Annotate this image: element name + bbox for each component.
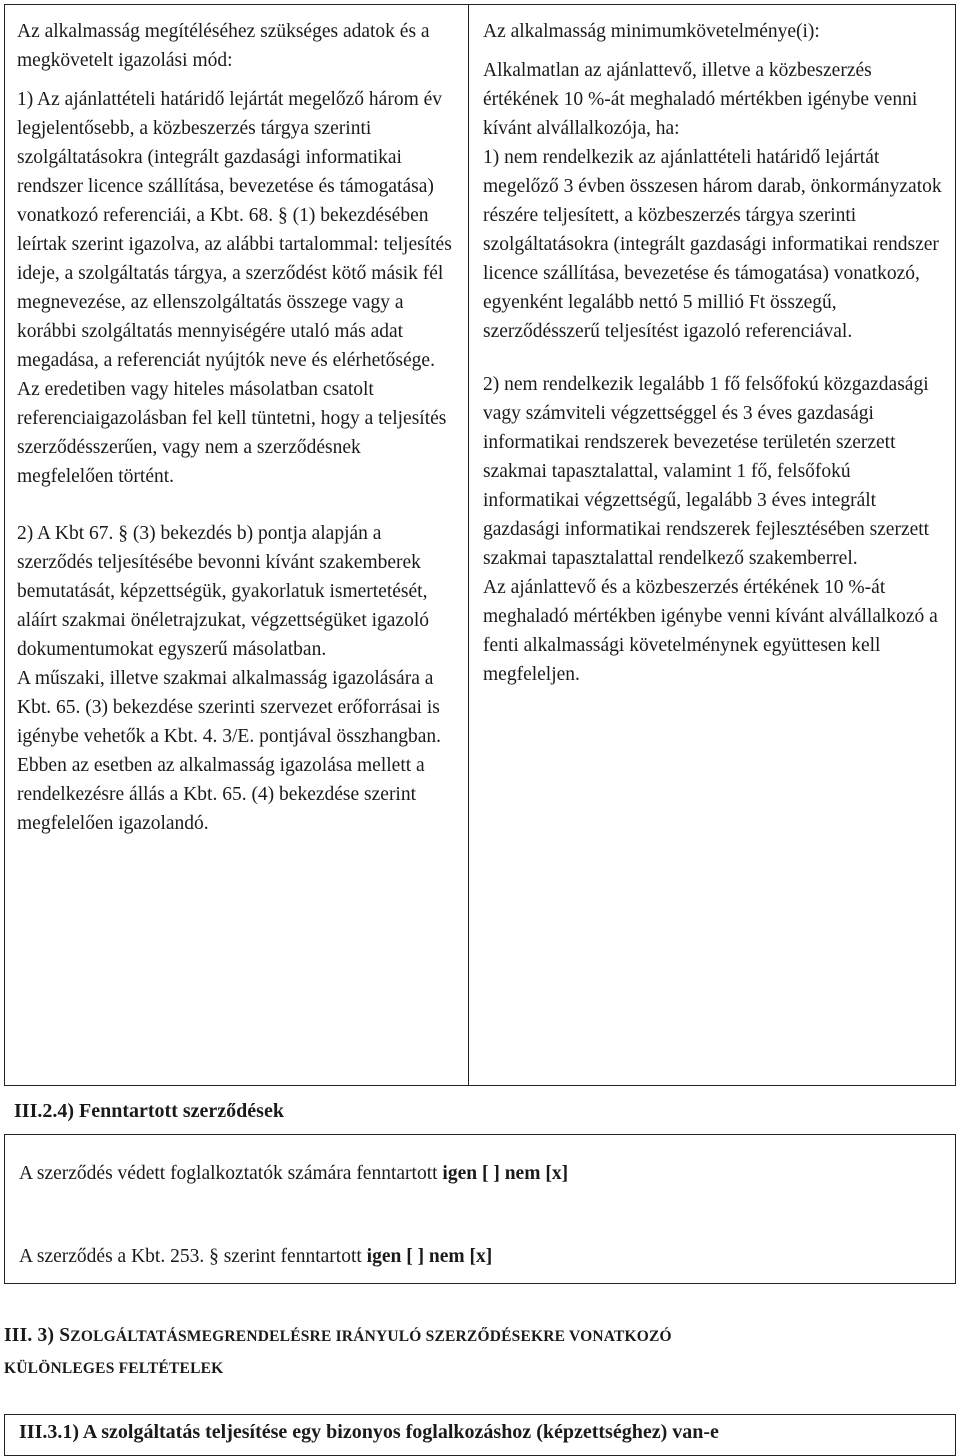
reserved-line-1: [19, 1159, 955, 1188]
reserved-line-2-text: A szerződés a Kbt. 253. § szerint fenntartott: [19, 1246, 367, 1267]
left-item-2: 2) A Kbt 67. § (3) bekezdés b) pontja alapján a szerződés teljesítésébe bevonni kívánt szakemberek bemutatását, képzettségük, gyakorlatuk ismertetését, aláírt szakmai önéletrajzukat, végzettségüket igazoló dokumentumokat egyszerű másolatban.: [17, 523, 430, 660]
reserved-contracts-box: [4, 1134, 956, 1284]
right-req-2: 2) nem rendelkezik legalább 1 fő felsőfokú közgazdasági vagy számviteli végzettséggel és 3 éves gazdasági informatikai rendszerek bevezetése területén szerzett szakmai tapasztalattal, valamint 1 fő, felsőfokú informatikai végzettségű, legalább 3 éves integrált gazdasági informatikai rendszerek fejlesztésében szerzett szakmai tapasztalattal rendelkező szakemberrel.: [483, 374, 930, 569]
section-3-title-rest: ZOLGÁLTATÁSMEGRENDELÉSRE IRÁNYULÓ SZERZŐDÉSEKRE VONATKOZÓ: [70, 1328, 672, 1345]
section-3-1-title: III.3.1) A szolgáltatás teljesítése egy bizonyos foglalkozáshoz (képzettséghez) van-e: [19, 1421, 719, 1443]
suitability-table: [4, 4, 956, 1086]
right-intro: Alkalmatlan az ajánlattevő, illetve a közbeszerzés értékének 10 %-át meghaladó mértékben igénybe venni kívánt alvállalkozója, ha:: [483, 60, 918, 139]
left-item-1: 1) Az ajánlattételi határidő lejártát megelőző három év legjelentősebb, a közbeszerzés tárgya szerinti szolgáltatásokra (integrált gazdasági informatikai rendszer licence szállítása, bevezetése és támogatása) vonatkozó referenciái, a Kbt. 68. § (1) bekezdésében leírtak szerint igazolva, az alábbi tartalommal: teljesítés ideje, a szolgáltatás tárgya, a szerződést kötő másik fél megnevezése, az ellenszolgáltatás összege vagy a korábbi szolgáltatás mennyiségére utaló más adat megadása, a referenciát nyújtók neve és elérhetősége. Az eredetiben vagy hiteles másolatban csatolt referenciaigazolásban fel kell tüntetni, hogy a teljesítés szerződésszerűen, vagy nem a szerződésnek megfelelően történt.: [17, 89, 452, 487]
section-3-title-cap: S: [59, 1325, 71, 1346]
right-heading: Az alkalmasság minimumkövetelménye(i):: [483, 21, 820, 42]
reserved-line-1-text: A szerződés védett foglalkoztatók számára fenntartott: [19, 1163, 443, 1184]
reserved-line-2: [19, 1242, 955, 1271]
left-item-3: A műszaki, illetve szakmai alkalmasság igazolására a Kbt. 65. (3) bekezdése szerinti szervezet erőforrásai is igénybe vehetők a Kbt. 4. 3/E. pontjával összhangban. Ebben az esetben az alkalmasság igazolása mellett a rendelkezésre állás a Kbt. 65. (4) bekezdése szerint megfelelően igazolandó.: [17, 668, 442, 834]
left-heading: Az alkalmasság megítéléséhez szükséges adatok és a megkövetelt igazolási mód:: [17, 21, 430, 71]
reserved-contracts-title: III.2.4) Fenntartott szerződések: [14, 1100, 284, 1122]
section-3-title-line-2: KÜLÖNLEGES FELTÉTELEK: [4, 1360, 224, 1377]
reserved-line-2-choice: igen [ ] nem [x]: [366, 1246, 493, 1267]
section-3-1-box: [4, 1414, 956, 1456]
section-3-title-line-1: [4, 1320, 672, 1353]
right-req-1: 1) nem rendelkezik az ajánlattételi határidő lejártát megelőző 3 évben összesen három darab, önkormányzatok részére teljesített, a közbeszerzés tárgya szerinti szolgáltatásokra (integrált gazdasági informatikai rendszer licence szállítása, bevezetése és támogatása) vonatkozó, egyenként legalább nettó 5 millió Ft összegű, szerződésszerű teljesítést igazoló referenciával.: [483, 147, 942, 342]
right-column: [469, 5, 955, 1085]
section-3-heading: [4, 1320, 672, 1385]
section-3-number: III. 3): [4, 1325, 60, 1346]
left-column: [5, 5, 469, 1085]
right-note: Az ajánlattevő és a közbeszerzés értékének 10 %-át meghaladó mértékben igénybe venni kívánt alvállalkozó a fenti alkalmassági követelménynek együttesen kell megfeleljen.: [483, 577, 938, 685]
reserved-line-1-choice: igen [ ] nem [x]: [442, 1163, 569, 1184]
